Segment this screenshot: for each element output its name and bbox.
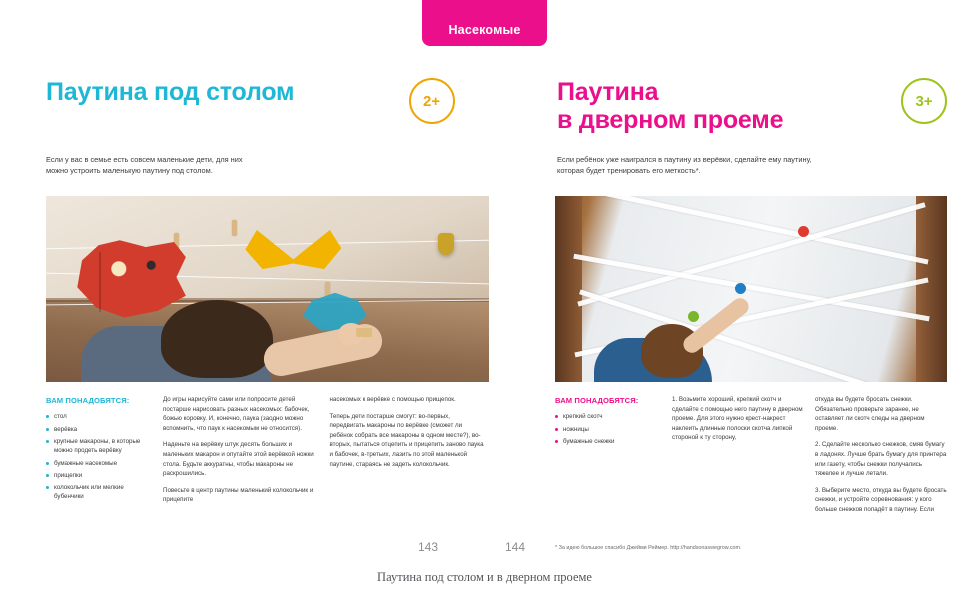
materials-list: [46, 412, 154, 501]
paragraph: 1. Возьмите хороший, крепкий скотч и сделайте с помощью него паутину в дверном проеме. Для этого нужно крест-накрест наклеить длинные полоски скотча липкой стороной к ту сторону,: [672, 396, 803, 442]
list-item: бумажные снежки: [555, 437, 663, 446]
paper-snowball-green: [688, 311, 699, 322]
age-badge-3plus: 3+: [901, 78, 947, 124]
paragraph: 3. Выберите место, откуда вы будете бросать снежки, и устройте соревнования: у кого больше снежков попадёт в паутину. Если: [815, 486, 947, 514]
paragraph: 2. Сделайте несколько снежков, смяв бумагу в ладонях. Лучше брать бумагу для принтера или газету, чтобы снежки получались тяжелее и лучше летали.: [815, 441, 947, 478]
text-column: [815, 395, 947, 522]
door-frame-right: [916, 196, 947, 382]
photo-boy-throwing-snowball: [555, 196, 947, 382]
text-column: [672, 395, 804, 522]
right-page-intro: Если ребёнок уже наигрался в паутину из верёвки, сделайте ему паутину, которая будет тренировать его меткость*.: [557, 155, 812, 176]
right-page-photos: [555, 196, 947, 382]
list-item: колокольчик или мелкие бубенчики: [46, 483, 154, 502]
right-page-title: [557, 78, 783, 134]
clothespin-icon: [232, 220, 237, 236]
child-head: [161, 300, 273, 378]
paragraph: Наденьте на верёвку штук десять больших и маленьких макарон и опутайте этой верёвкой ножки стола. Будьте аккуратны, чтобы макароны не раскрошились.: [163, 441, 314, 478]
section-tab-insects: Насекомые: [422, 0, 547, 46]
paragraph: До игры нарисуйте сами или попросите детей постарше нарисовать разных насекомых: бабочек, божью коровку. И, конечно, паука (заодно можно вспомнить, что паук к насекомым не относится).: [163, 396, 310, 432]
text-column: [330, 395, 486, 512]
left-page-body-text: [163, 395, 485, 512]
photo-web-under-table: [46, 196, 489, 382]
right-page-title-line1: Паутина: [557, 78, 659, 106]
list-item: прищепки: [46, 471, 154, 480]
materials-list: [555, 412, 663, 446]
paragraph: Повесьте в центр паутины маленький колокольчик и прицепите: [163, 486, 314, 504]
right-page-body-text: [672, 395, 947, 522]
right-page-materials: [555, 395, 663, 449]
left-page-header: [46, 78, 455, 124]
bell-icon: [438, 233, 454, 255]
right-page-title-line2: в дверном проеме: [557, 106, 784, 134]
paper-insect-red-detail: [99, 252, 189, 312]
list-item: крупные макароны, в которые можно продеть верёвку: [46, 437, 154, 456]
page-number-left: 143: [418, 540, 439, 554]
list-item: крепкий скотч: [555, 412, 663, 421]
list-item: ножницы: [555, 425, 663, 434]
left-page-materials: [46, 395, 154, 505]
clothespin-in-hand-icon: [356, 328, 372, 337]
paper-snowball-blue: [735, 283, 746, 294]
paragraph: Теперь дети постарше смогут: во-первых, передвигать макароны по верёвке (сможет ли ребёнок собрать все макароны в одном месте?), во-вторых, пытаться отцепить и прицепить заново паука и бабочек, в-третьих, лазить по этой маленькой паутине, стараясь не задеть колокольчик.: [329, 412, 484, 468]
paragraph: насекомых к верёвке с помощью прищепок.: [329, 396, 456, 403]
left-page-title: Паутина под столом: [46, 78, 295, 106]
paper-snowball-red: [798, 226, 809, 237]
list-item: верёвка: [46, 425, 154, 434]
left-page-photos: [46, 196, 486, 382]
footnote: * За идею большое спасибо Джейми Реймер. http://handsonaswegrow.com.: [555, 545, 742, 551]
right-page-header: [557, 78, 947, 134]
paragraph: откуда вы будете бросать снежки. Обязательно проверьте заранее, не оставляет ли скотч следы на дверном проеме.: [815, 396, 925, 432]
age-badge-2plus: 2+: [409, 78, 455, 124]
left-page: [0, 0, 485, 575]
page-number-right: 144: [505, 540, 526, 554]
materials-heading: ВАМ ПОНАДОБЯТСЯ:: [46, 396, 130, 405]
left-page-intro: Если у вас в семье есть совсем маленькие дети, для них можно устроить маленькую паутину под столом.: [46, 155, 243, 176]
materials-heading: ВАМ ПОНАДОБЯТСЯ:: [555, 396, 639, 405]
spread-caption: Паутина под столом и в дверном проеме: [377, 570, 592, 584]
list-item: стол: [46, 412, 154, 421]
list-item: бумажные насекомые: [46, 459, 154, 468]
text-column: [163, 395, 319, 512]
